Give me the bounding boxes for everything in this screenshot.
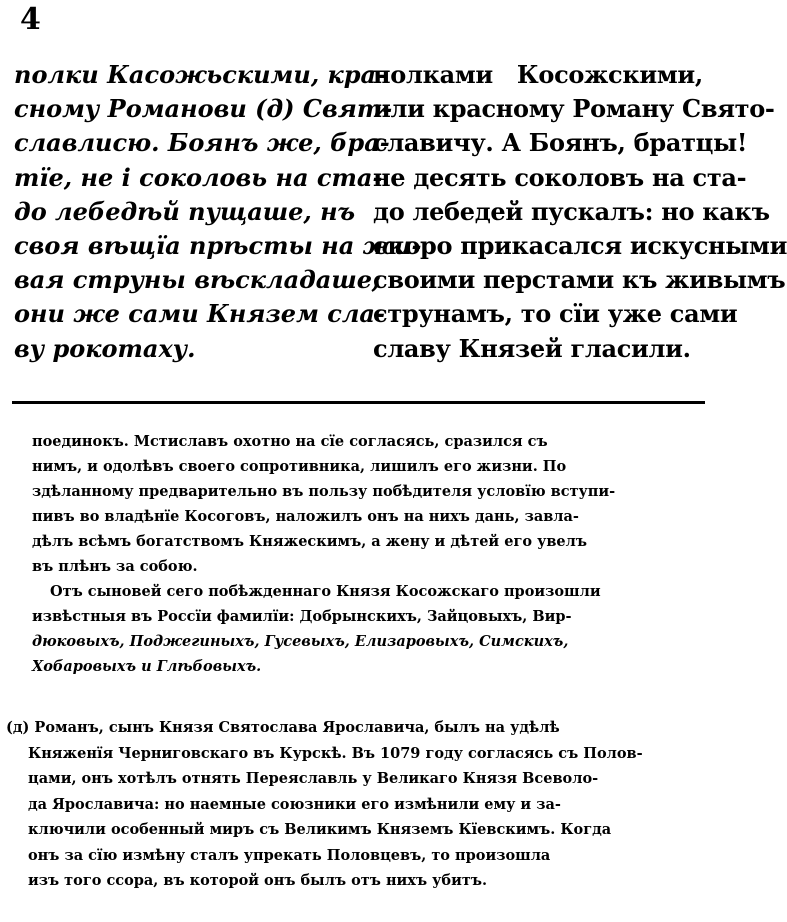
- footnote-line: (д) Романъ, сынъ Князя Святослава Ярославича, былъ на удѣлѣ: [6, 719, 560, 736]
- text-line: тїе, не і соколовь на ста-: [14, 162, 383, 192]
- footnote-line: въ плѣнъ за собою.: [32, 558, 198, 575]
- footnote-divider: [12, 401, 705, 404]
- footnote-c: [32, 429, 682, 679]
- footnote-line: ключили особенный миръ съ Великимъ Княземъ Кїевскимъ. Когда: [28, 821, 612, 838]
- footnote-line: поединокъ. Мстиславъ охотно на сїе согласясь, сразился съ: [32, 433, 548, 450]
- footnote-line: дюковыхъ, Поджегиныхъ, Гусевыхъ, Елизаровыхъ, Симскихъ,: [32, 633, 569, 650]
- text-line: полки Касожьскими, кра-: [14, 60, 387, 89]
- text-line: своими перстами къ живымъ: [373, 265, 786, 295]
- text-line: ву рокотаху.: [14, 333, 196, 363]
- old-russian-text-column: [14, 58, 422, 366]
- text-fragment: полками: [373, 60, 493, 89]
- text-fragment: Косожскими,: [516, 60, 703, 89]
- footnote-line: Княженїя Черниговскаго въ Курскѣ. Въ 1079 году согласясь съ Полов-: [28, 744, 643, 762]
- text-line: не десять соколовъ на ста-: [373, 162, 747, 192]
- text-line: славлисю. Боянъ же, бра-: [14, 128, 390, 158]
- footnote-line: Отъ сыновей сего побѣжденнаго Князя Косожскаго произошли: [50, 583, 601, 600]
- footnote-line: изъ того ссора, въ которой онъ былъ отъ нихъ убитъ.: [28, 872, 487, 889]
- page-number: 4: [20, 2, 41, 37]
- text-line: скоро прикасался искусными: [373, 230, 787, 260]
- footnote-line: да Ярославича: но наемные союзники его измѣнили ему и за-: [28, 795, 561, 813]
- footnote-line: извѣстныя въ Россїи фамилїи: Добрынскихъ, Зайцовыхъ, Вир-: [32, 608, 572, 625]
- footnote-line: нимъ, и одолѣвъ своего сопротивника, лишилъ его жизни. По: [32, 458, 567, 475]
- text-line: до лебедѣй пущаше, нъ: [14, 196, 356, 226]
- footnote-line: цами, онъ хотѣлъ отнять Переяславль у Великаго Князя Всеволо-: [28, 770, 599, 787]
- text-line: или красному Роману Свято-: [373, 94, 775, 124]
- text-line: они же сами Князем слa-: [14, 299, 385, 329]
- translation-text-column: [373, 58, 787, 366]
- text-line: своя вѣщїа прѣсты на жи-: [14, 230, 422, 260]
- footnote-line: дѣлъ всѣмъ богатствомъ Княжескимъ, а жену и дѣтей его увелъ: [32, 533, 587, 550]
- footnote-d: [6, 715, 681, 894]
- text-line: сному Романови (д) Свят-: [14, 94, 393, 124]
- footnote-line: здѣланному предварительно въ пользу побѣдителя условїю вступи-: [32, 483, 616, 500]
- text-line: [373, 58, 703, 92]
- text-line: струнамъ, то сїи уже сами: [373, 299, 738, 329]
- footnote-line: онъ за сїю измѣну сталъ упрекать Половцевъ, то произошла: [28, 846, 551, 864]
- text-line: вая струны вѣскладаше;: [14, 265, 381, 295]
- text-line: славичу. А Боянъ, братцы!: [373, 128, 748, 158]
- footnote-line: пивъ во владѣнїе Косоговъ, наложилъ онъ на нихъ дань, завла-: [32, 508, 579, 525]
- text-line: славу Князей гласили.: [373, 333, 691, 363]
- text-line: до лебедей пускалъ: но какъ: [373, 196, 770, 226]
- footnote-line: Хобаровыхъ и Глѣбовыхъ.: [32, 658, 262, 675]
